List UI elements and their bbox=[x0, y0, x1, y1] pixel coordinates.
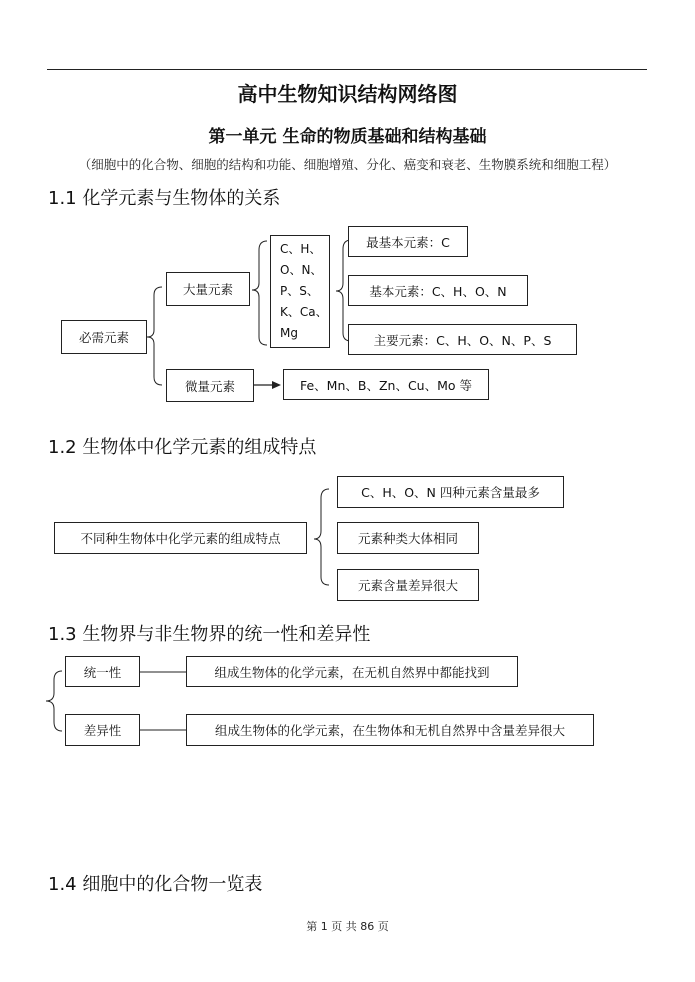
essential-elements-box: 必需元素 bbox=[61, 320, 147, 354]
most-basic-element-box: 最基本元素：C bbox=[348, 226, 468, 257]
section-1-3-heading: 1.3 生物界与非生物界的统一性和差异性 bbox=[48, 624, 371, 645]
composition-features-box: 不同种生物体中化学元素的组成特点 bbox=[54, 522, 307, 554]
major-list-line: P、S、 bbox=[280, 284, 319, 298]
feature-content-differs-box: 元素含量差异很大 bbox=[337, 569, 479, 601]
unit-title: 第一单元 生命的物质基础和结构基础 bbox=[208, 127, 487, 147]
section-1-2-heading: 1.2 生物体中化学元素的组成特点 bbox=[48, 437, 317, 458]
page-number-footer: 第 1 页 共 86 页 bbox=[306, 920, 389, 933]
page-title: 高中生物知识结构网络图 bbox=[237, 82, 458, 106]
basic-elements-box: 基本元素：C、H、O、N bbox=[348, 275, 528, 306]
major-list-line: C、H、 bbox=[280, 242, 322, 256]
arrow-head bbox=[272, 381, 281, 389]
major-elements-list bbox=[270, 235, 330, 348]
brace-unity-diff bbox=[46, 671, 62, 731]
brace-major bbox=[252, 241, 267, 345]
major-list-line: K、Ca、 bbox=[280, 305, 328, 319]
section-1-1-heading: 1.1 化学元素与生物体的关系 bbox=[48, 188, 281, 209]
trace-elements-list-box: Fe、Mn、B、Zn、Cu、Mo 等 bbox=[283, 369, 489, 400]
difference-box: 差异性 bbox=[65, 714, 140, 746]
major-elements-box: 大量元素 bbox=[166, 272, 250, 306]
section-1-4-heading: 1.4 细胞中的化合物一览表 bbox=[48, 874, 263, 895]
unity-box: 统一性 bbox=[65, 656, 140, 687]
trace-elements-box: 微量元素 bbox=[166, 369, 254, 402]
unit-subtitle: （细胞中的化合物、细胞的结构和功能、细胞增殖、分化、癌变和衰老、生物膜系统和细胞工程） bbox=[78, 157, 617, 172]
unity-description-box: 组成生物体的化学元素，在无机自然界中都能找到 bbox=[186, 656, 518, 687]
brace-essential bbox=[147, 287, 162, 385]
difference-description-box: 组成生物体的化学元素，在生物体和无机自然界中含量差异很大 bbox=[186, 714, 594, 746]
main-elements-box: 主要元素：C、H、O、N、P、S bbox=[348, 324, 577, 355]
brace-features bbox=[314, 489, 329, 585]
feature-similar-types-box: 元素种类大体相同 bbox=[337, 522, 479, 554]
major-list-line: Mg bbox=[280, 326, 298, 340]
major-list-line: O、N、 bbox=[280, 263, 323, 277]
feature-most-abundant-box: C、H、O、N 四种元素含量最多 bbox=[337, 476, 564, 508]
